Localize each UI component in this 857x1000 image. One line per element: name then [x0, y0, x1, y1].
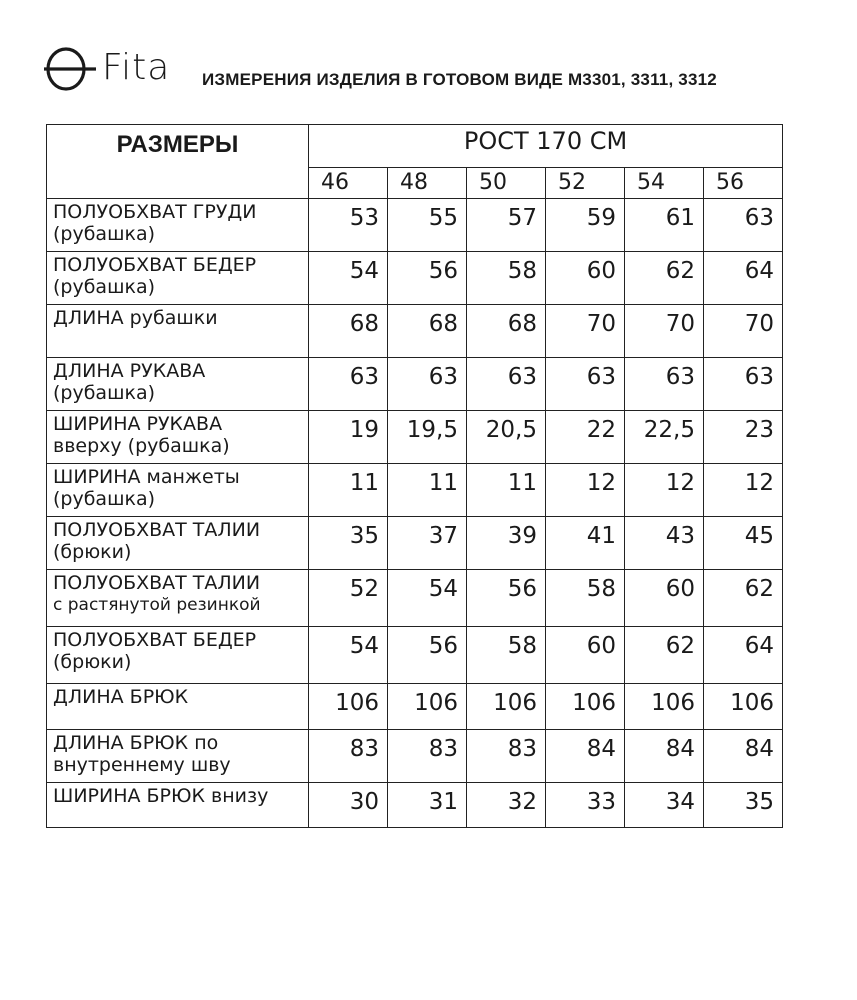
measurement-value: 34 [625, 783, 704, 828]
measurement-label-line1: ПОЛУОБХВАТ БЕДЕР [53, 629, 257, 651]
table-row [47, 684, 783, 730]
measurement-value: 35 [309, 517, 388, 570]
table-row [47, 783, 783, 828]
measurement-value: 56 [388, 627, 467, 684]
measurement-value: 35 [704, 783, 783, 828]
measurement-label-line1: ПОЛУОБХВАТ ТАЛИИ [53, 572, 261, 594]
measurement-value: 56 [467, 570, 546, 627]
measurement-value: 23 [704, 411, 783, 464]
measurement-label [47, 517, 309, 570]
measurement-value: 60 [546, 627, 625, 684]
measurement-label [47, 411, 309, 464]
measurement-label-line2: с растянутой резинкой [53, 595, 261, 615]
measurement-label [47, 783, 309, 828]
size-header-cell: 46 [309, 168, 388, 199]
measurement-value: 56 [388, 252, 467, 305]
measurement-label-line2: (рубашка) [53, 276, 155, 298]
size-header-cell: 56 [704, 168, 783, 199]
measurement-value: 54 [309, 627, 388, 684]
size-chart-table [46, 124, 783, 828]
document-title: ИЗМЕРЕНИЯ ИЗДЕЛИЯ В ГОТОВОМ ВИДЕ М3301, 3311, 3312 [202, 70, 717, 89]
measurement-label-line1: ДЛИНА рубашки [53, 307, 218, 329]
measurement-value: 54 [309, 252, 388, 305]
measurement-label [47, 464, 309, 517]
measurement-label-line1: ШИРИНА БРЮК внизу [53, 785, 269, 807]
measurement-label-line2: внутреннему шву [53, 754, 231, 776]
measurement-label [47, 627, 309, 684]
measurement-value: 45 [704, 517, 783, 570]
measurement-value: 64 [704, 627, 783, 684]
size-header-cell: 48 [388, 168, 467, 199]
measurement-value: 57 [467, 199, 546, 252]
measurement-label-line2: (рубашка) [53, 382, 155, 404]
measurement-value: 58 [467, 252, 546, 305]
measurement-label-line2: (брюки) [53, 541, 132, 563]
measurement-label-line1: ПОЛУОБХВАТ БЕДЕР [53, 254, 257, 276]
table-row [47, 199, 783, 252]
measurement-value: 84 [625, 730, 704, 783]
measurement-label-line2: вверху (рубашка) [53, 435, 230, 457]
measurement-value: 61 [625, 199, 704, 252]
measurement-label-line2: (рубашка) [53, 223, 155, 245]
measurement-value: 41 [546, 517, 625, 570]
measurement-value: 106 [388, 684, 467, 730]
measurement-value: 33 [546, 783, 625, 828]
measurement-value: 52 [309, 570, 388, 627]
measurement-value: 70 [625, 305, 704, 358]
measurement-value: 55 [388, 199, 467, 252]
measurements-body [47, 199, 783, 828]
measurement-value: 59 [546, 199, 625, 252]
table-row [47, 411, 783, 464]
measurement-value: 62 [704, 570, 783, 627]
measurement-value: 12 [625, 464, 704, 517]
measurement-value: 60 [625, 570, 704, 627]
measurement-value: 63 [467, 358, 546, 411]
measurement-value: 19,5 [388, 411, 467, 464]
measurement-value: 58 [546, 570, 625, 627]
measurement-value: 68 [388, 305, 467, 358]
measurement-value: 84 [704, 730, 783, 783]
fita-logo-icon [44, 44, 96, 94]
measurement-value: 83 [388, 730, 467, 783]
measurement-label-line1: ПОЛУОБХВАТ ТАЛИИ [53, 519, 261, 541]
measurement-value: 19 [309, 411, 388, 464]
sizes-header: РАЗМЕРЫ [47, 125, 309, 199]
measurement-value: 43 [625, 517, 704, 570]
size-header-cell: 50 [467, 168, 546, 199]
measurement-value: 106 [309, 684, 388, 730]
measurement-value: 11 [467, 464, 546, 517]
table-row [47, 305, 783, 358]
measurement-value: 30 [309, 783, 388, 828]
measurement-label [47, 252, 309, 305]
measurement-value: 70 [704, 305, 783, 358]
measurement-value: 83 [309, 730, 388, 783]
measurement-label [47, 305, 309, 358]
measurement-value: 106 [625, 684, 704, 730]
measurement-value: 54 [388, 570, 467, 627]
measurement-value: 63 [704, 199, 783, 252]
table-row [47, 252, 783, 305]
measurement-label-line2: (брюки) [53, 651, 132, 673]
measurement-value: 83 [467, 730, 546, 783]
size-header-cell: 54 [625, 168, 704, 199]
measurement-value: 31 [388, 783, 467, 828]
measurement-value: 37 [388, 517, 467, 570]
measurement-value: 63 [704, 358, 783, 411]
measurement-value: 64 [704, 252, 783, 305]
measurement-value: 62 [625, 252, 704, 305]
page-header [44, 44, 824, 94]
measurement-label [47, 730, 309, 783]
measurement-label-line2: (рубашка) [53, 488, 155, 510]
measurement-value: 11 [309, 464, 388, 517]
measurement-value: 22 [546, 411, 625, 464]
brand-name: Fita [102, 46, 171, 88]
brand-logo [44, 44, 170, 94]
table-row [47, 464, 783, 517]
measurement-value: 60 [546, 252, 625, 305]
measurement-label [47, 199, 309, 252]
table-row [47, 517, 783, 570]
measurement-value: 106 [704, 684, 783, 730]
measurement-value: 63 [625, 358, 704, 411]
measurement-value: 32 [467, 783, 546, 828]
measurement-value: 12 [704, 464, 783, 517]
measurement-label-line1: ДЛИНА РУКАВА [53, 360, 206, 382]
measurement-value: 63 [388, 358, 467, 411]
height-header: РОСТ 170 СМ [309, 125, 783, 168]
measurement-value: 11 [388, 464, 467, 517]
measurement-value: 68 [309, 305, 388, 358]
measurement-value: 68 [467, 305, 546, 358]
measurement-label-line1: ДЛИНА БРЮК по [53, 732, 219, 754]
measurement-value: 63 [546, 358, 625, 411]
measurement-label [47, 570, 309, 627]
table-row [47, 627, 783, 684]
measurement-label-line1: ШИРИНА РУКАВА [53, 413, 223, 435]
measurement-value: 106 [467, 684, 546, 730]
measurement-value: 22,5 [625, 411, 704, 464]
measurement-value: 70 [546, 305, 625, 358]
measurement-label-line1: ШИРИНА манжеты [53, 466, 240, 488]
measurement-value: 39 [467, 517, 546, 570]
measurement-value: 63 [309, 358, 388, 411]
measurement-label [47, 358, 309, 411]
measurement-value: 12 [546, 464, 625, 517]
measurement-value: 84 [546, 730, 625, 783]
size-header-cell: 52 [546, 168, 625, 199]
measurement-value: 20,5 [467, 411, 546, 464]
measurement-label-line1: ПОЛУОБХВАТ ГРУДИ [53, 201, 257, 223]
table-row [47, 358, 783, 411]
measurement-value: 106 [546, 684, 625, 730]
measurement-label-line1: ДЛИНА БРЮК [53, 686, 189, 708]
measurement-label [47, 684, 309, 730]
table-row [47, 570, 783, 627]
measurement-value: 62 [625, 627, 704, 684]
table-row [47, 730, 783, 783]
measurement-value: 53 [309, 199, 388, 252]
measurement-value: 58 [467, 627, 546, 684]
